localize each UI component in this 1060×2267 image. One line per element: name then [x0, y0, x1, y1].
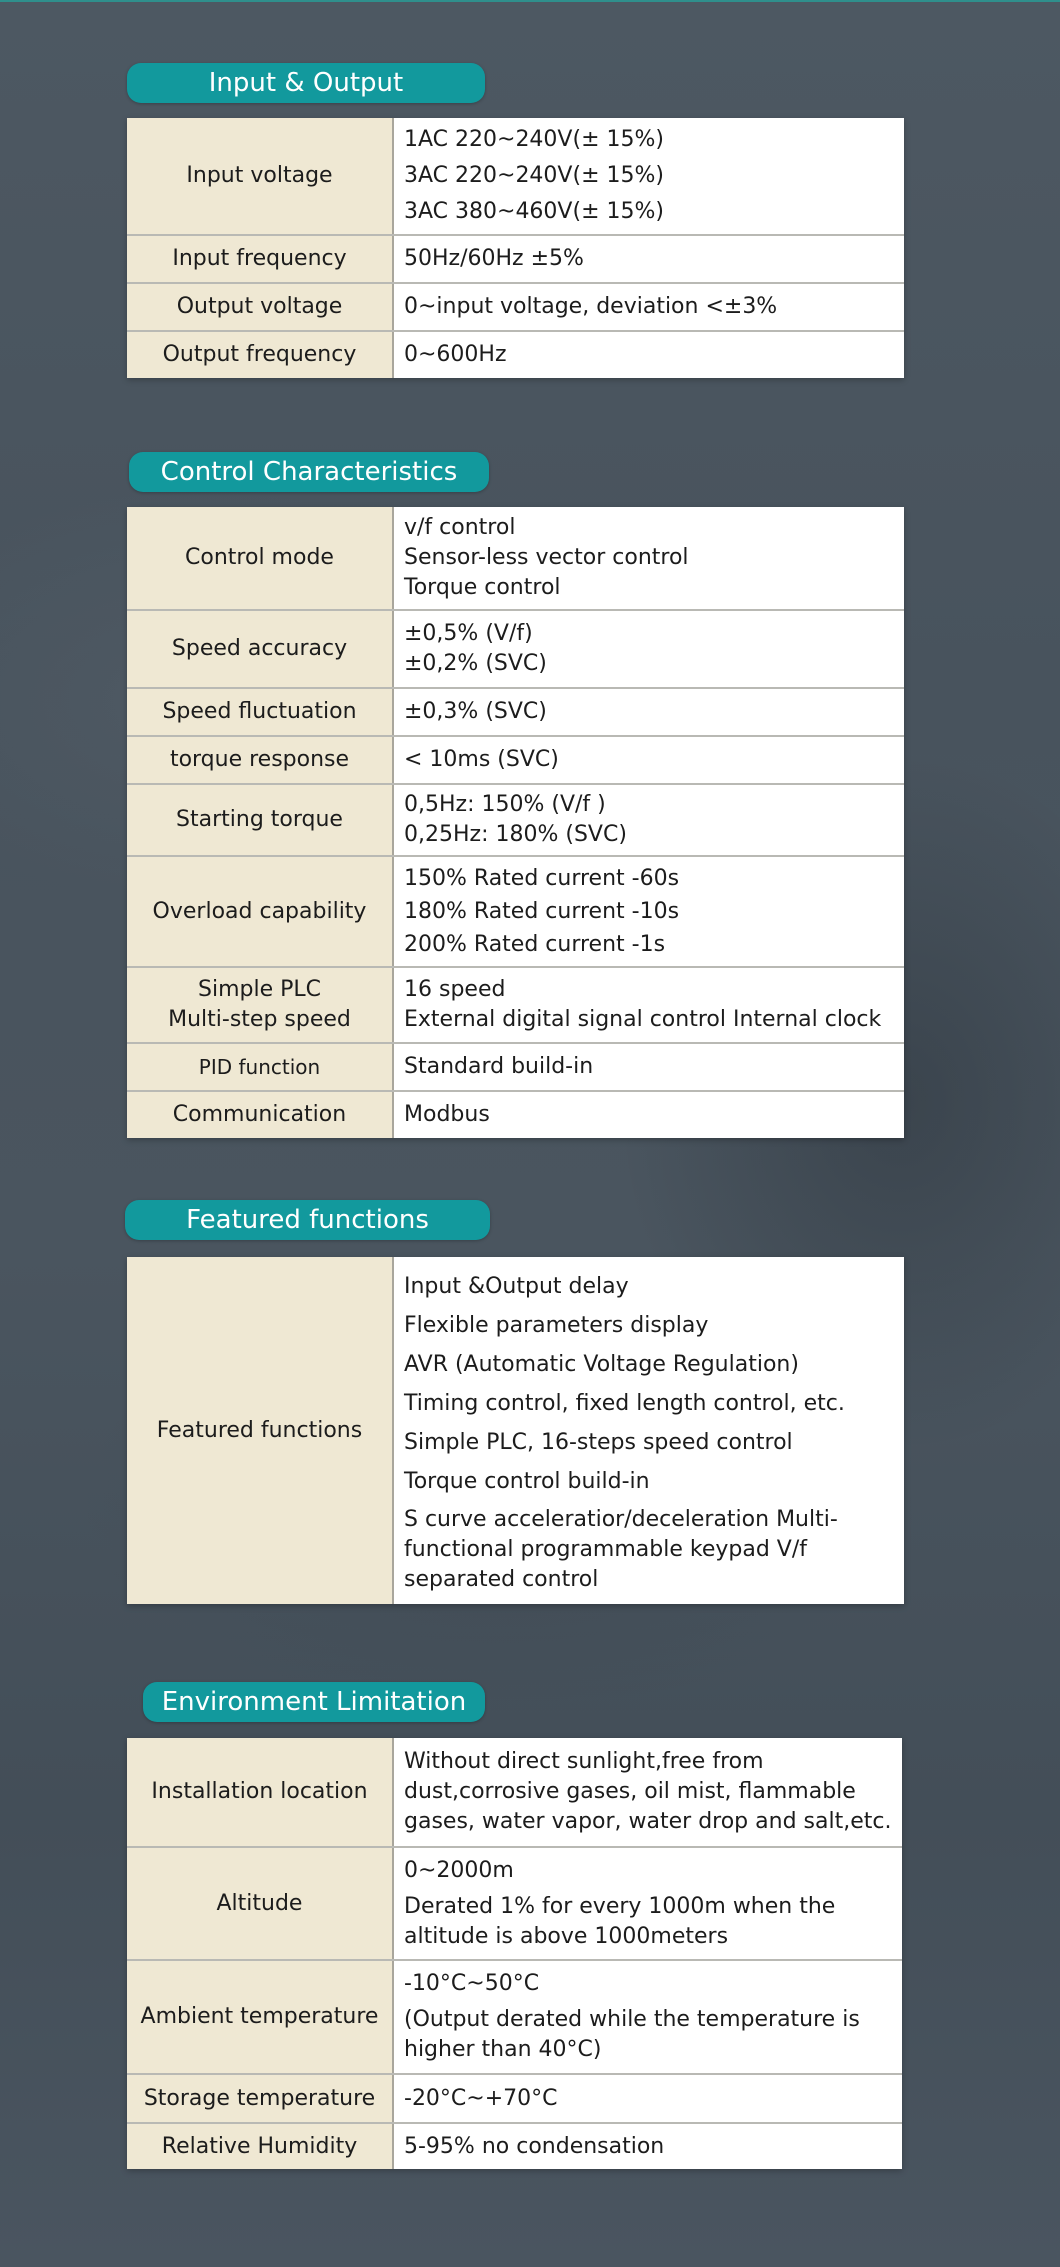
- table-row: [127, 2073, 902, 2122]
- table-row: [127, 118, 904, 234]
- value-line: v/f control: [404, 515, 516, 540]
- value-line: 180% Rated current -10s: [404, 899, 680, 924]
- top-accent-line: [0, 0, 1060, 2]
- row-label: Relative Humidity: [127, 2124, 394, 2169]
- row-value: [394, 284, 904, 330]
- row-label: Installation location: [127, 1738, 394, 1846]
- table-row: [127, 1846, 902, 1959]
- feature-item: Simple PLC, 16-steps speed control: [404, 1430, 793, 1455]
- value-line: Sensor-less vector control: [404, 545, 689, 570]
- row-label: Speed fluctuation: [127, 689, 394, 735]
- value-line: < 10ms (SVC): [404, 747, 559, 772]
- row-label: Starting torque: [127, 785, 394, 855]
- table-row: [127, 1257, 904, 1604]
- value-line: Derated 1% for every 1000m when the altitude is above 1000meters: [404, 1893, 836, 1949]
- value-line: 1AC 220~240V(± 15%): [404, 127, 664, 152]
- row-label: Storage temperature: [127, 2075, 394, 2122]
- value-line: External digital signal control Internal clock: [404, 1007, 882, 1032]
- row-value: [394, 1961, 902, 2073]
- row-label: Featured functions: [127, 1257, 394, 1604]
- value-line: 0~2000m: [404, 1857, 514, 1883]
- row-value: [394, 507, 904, 609]
- table-row: [127, 855, 904, 966]
- value-line: Standard build-in: [404, 1054, 594, 1079]
- spec-table-environment-limitation: [127, 1738, 902, 2169]
- row-label: Input voltage: [127, 118, 394, 234]
- section-title-control-characteristics: Control Characteristics: [129, 452, 489, 492]
- row-label: Output voltage: [127, 284, 394, 330]
- row-value: [394, 1738, 902, 1846]
- value-line: 150% Rated current -60s: [404, 866, 680, 891]
- table-row: [127, 1042, 904, 1090]
- row-label: [127, 968, 394, 1042]
- value-line: 5-95% no condensation: [404, 2133, 665, 2159]
- value-line: 0~input voltage, deviation <±3%: [404, 294, 778, 319]
- feature-item: Flexible parameters display: [404, 1313, 709, 1338]
- section-title-featured-functions: Featured functions: [125, 1200, 490, 1240]
- table-row: [127, 783, 904, 855]
- value-line: Modbus: [404, 1102, 490, 1127]
- row-label: Overload capability: [127, 857, 394, 966]
- table-row: [127, 1090, 904, 1138]
- table-row: [127, 2122, 902, 2169]
- row-value: [394, 1044, 904, 1090]
- table-row: [127, 234, 904, 282]
- value-line: 200% Rated current -1s: [404, 932, 666, 957]
- value-line: ±0,5% (V/f): [404, 621, 533, 646]
- row-value: [394, 968, 904, 1042]
- row-label: torque response: [127, 737, 394, 783]
- table-row: [127, 1959, 902, 2073]
- value-line: 0,25Hz: 180% (SVC): [404, 822, 627, 847]
- spec-table-featured-functions: [127, 1257, 904, 1604]
- row-value: [394, 118, 904, 234]
- table-row: [127, 1738, 902, 1846]
- feature-item: Timing control, fixed length control, etc.: [404, 1391, 845, 1416]
- row-value: [394, 236, 904, 282]
- table-row: [127, 609, 904, 687]
- value-line: ±0,2% (SVC): [404, 651, 547, 676]
- feature-item: Torque control build-in: [404, 1469, 650, 1494]
- feature-item: AVR (Automatic Voltage Regulation): [404, 1352, 799, 1377]
- table-row: [127, 507, 904, 609]
- feature-item: Input &Output delay: [404, 1274, 629, 1299]
- row-value: [394, 2075, 902, 2122]
- value-line: 3AC 380~460V(± 15%): [404, 199, 664, 224]
- spec-table-control-characteristics: [127, 507, 904, 1138]
- row-label: Speed accuracy: [127, 611, 394, 687]
- row-label: PID function: [127, 1044, 394, 1090]
- value-line: 3AC 220~240V(± 15%): [404, 163, 664, 188]
- table-row: [127, 735, 904, 783]
- value-line: Without direct sunlight,free from dust,corrosive gases, oil mist, flammable gases, water vapor, water drop and salt,etc.: [404, 1749, 892, 1834]
- spec-table-input-output: [127, 118, 904, 378]
- row-value: [394, 332, 904, 378]
- value-line: -10°C~50°C: [404, 1971, 540, 1996]
- row-label: Input frequency: [127, 236, 394, 282]
- row-value: [394, 1092, 904, 1138]
- row-value: [394, 611, 904, 687]
- value-line: ±0,3% (SVC): [404, 699, 547, 724]
- section-title-environment-limitation: Environment Limitation: [143, 1682, 485, 1722]
- row-label: Output frequency: [127, 332, 394, 378]
- row-label: Communication: [127, 1092, 394, 1138]
- label-line: Simple PLC: [198, 977, 321, 1002]
- row-value: [394, 737, 904, 783]
- row-value: [394, 1848, 902, 1959]
- row-label: Ambient temperature: [127, 1961, 394, 2073]
- table-row: [127, 687, 904, 735]
- value-line: 50Hz/60Hz ±5%: [404, 246, 584, 271]
- value-line: 0~600Hz: [404, 342, 507, 367]
- value-line: Torque control: [404, 575, 561, 600]
- row-value: [394, 785, 904, 855]
- value-line: -20°C~+70°C: [404, 2085, 558, 2111]
- feature-item: S curve acceleratior/deceleration Multi-functional programmable keypad V/f separated control: [404, 1507, 838, 1592]
- value-line: 16 speed: [404, 977, 506, 1002]
- row-value: [394, 689, 904, 735]
- table-row: [127, 966, 904, 1042]
- row-label: Control mode: [127, 507, 394, 609]
- table-row: [127, 282, 904, 330]
- row-value: [394, 857, 904, 966]
- row-label: Altitude: [127, 1848, 394, 1959]
- label-line: Multi-step speed: [168, 1007, 351, 1032]
- row-value: [394, 2124, 902, 2169]
- row-value: [394, 1257, 904, 1604]
- section-title-input-output: Input & Output: [127, 63, 485, 103]
- value-line: 0,5Hz: 150% (V/f ): [404, 792, 606, 817]
- table-row: [127, 330, 904, 378]
- value-line: (Output derated while the temperature is higher than 40°C): [404, 2007, 860, 2062]
